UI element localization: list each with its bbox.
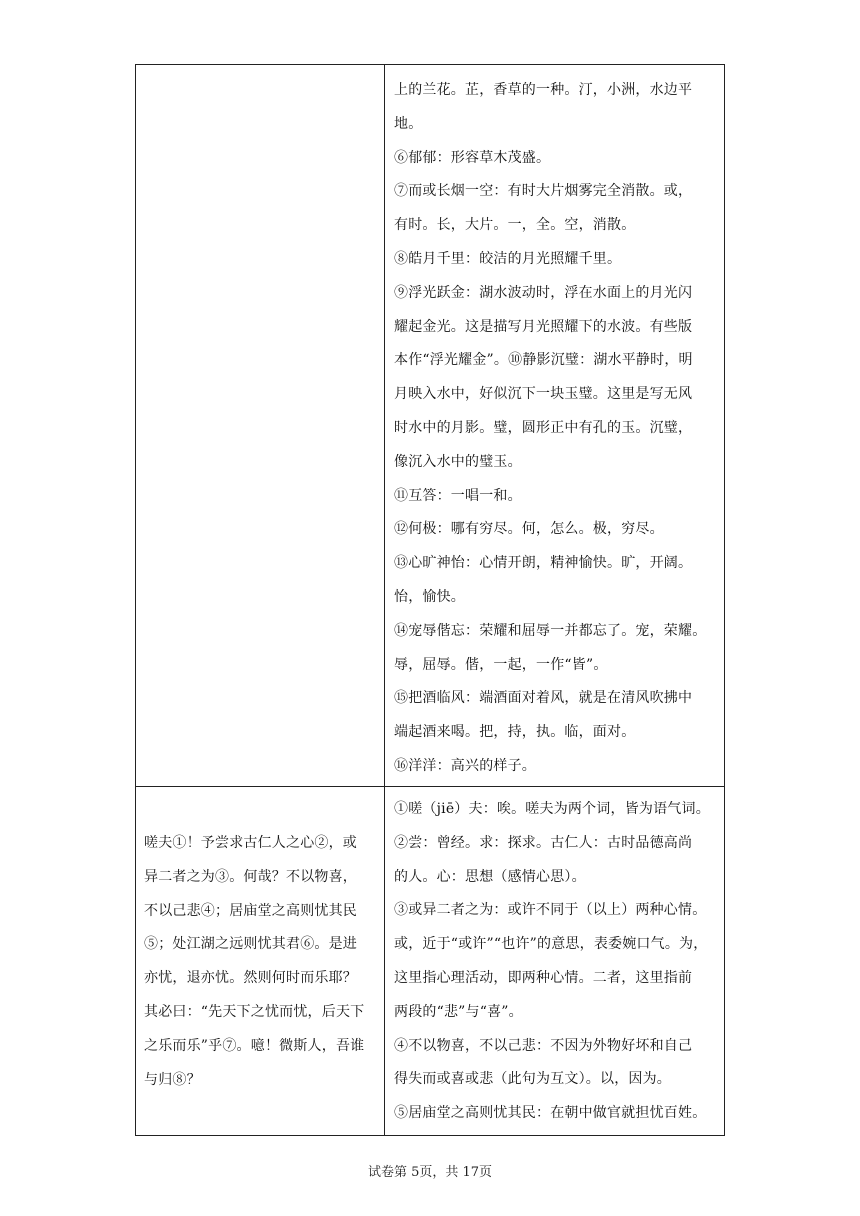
note-line: 本作“浮光耀金”。⑩静影沉璧：湖水平静时，明	[394, 352, 693, 369]
note-line: 两段的“悲”与“喜”。	[394, 1003, 523, 1020]
note-line: 辱，屈辱。偕，一起，一作“皆”。	[394, 656, 608, 673]
text-line: 之乐而乐”乎⑦。噫！微斯人，吾谁	[144, 1037, 365, 1054]
note-line: ②尝：曾经。求：探求。古仁人：古时品德高尚	[394, 834, 693, 851]
note-line: ⑫何极：哪有穷尽。何，怎么。极，穷尽。	[394, 521, 664, 538]
text-line: ⑤；处江湖之远则忧其君⑥。是进	[144, 936, 357, 953]
note-line: ⑦而或长烟一空：有时大片烟雾完全消散。或，	[394, 183, 693, 200]
note-line: 时水中的月影。璧，圆形正中有孔的玉。沉璧，	[394, 419, 693, 436]
note-line: ⑮把酒临风：端酒面对着风，就是在清风吹拂中	[394, 690, 693, 707]
note-line: ⑥郁郁：形容草木茂盛。	[394, 149, 551, 166]
note-line: ⑤居庙堂之高则忧其民：在朝中做官就担忧百姓。	[394, 1105, 707, 1122]
row2-original-text-cell	[144, 827, 380, 1097]
note-line: 耀起金光。这是描写月光照耀下的水波。有些版	[394, 318, 693, 335]
note-line: 像沉入水中的璧玉。	[394, 453, 522, 470]
note-line: 或，近于“或许”“也许”的意思，表委婉口气。为，	[394, 936, 708, 953]
note-line: 地。	[394, 115, 423, 132]
note-line: 这里指心理活动，即两种心情。二者，这里指前	[394, 969, 693, 986]
note-line: 得失而或喜或悲（此句为互文）。以，因为。	[394, 1071, 671, 1088]
row1-notes-cell	[394, 74, 720, 784]
note-line: 月映入水中，好似沉下一块玉璧。这里是写无风	[394, 386, 693, 403]
page-footer: 试卷第 5页，共 17页	[367, 1165, 493, 1180]
note-line: 的人。心：思想（感情心思）。	[394, 868, 586, 885]
note-line: ⑪互答：一唱一和。	[394, 487, 522, 504]
text-line: 嗟夫①！予尝求古仁人之心②，或	[144, 835, 357, 851]
text-line: 不以己悲④；居庙堂之高则忧其民	[144, 902, 357, 919]
note-line: 有时。长，大片。一，全。空，消散。	[394, 217, 636, 234]
table-column-divider	[384, 64, 385, 1136]
note-line: ⑬心旷神怡：心情开朗，精神愉快。旷，开阔。	[394, 555, 693, 572]
text-line: 异二者之为③。何哉？不以物喜，	[144, 868, 357, 885]
note-line: 端起酒来喝。把，持，执。临，面对。	[394, 724, 636, 741]
note-line: ④不以物喜，不以己悲：不因为外物好坏和自己	[394, 1037, 693, 1054]
note-line: ⑯洋洋：高兴的样子。	[394, 757, 536, 774]
text-line: 其必曰：“先天下之忧而忧，后天下	[144, 1003, 365, 1020]
note-line: ⑧皓月千里：皎洁的月光照耀千里。	[394, 250, 622, 267]
note-line: 上的兰花。芷，香草的一种。汀，小洲，水边平	[394, 82, 693, 98]
text-line: 亦忧，退亦忧。然则何时而乐耶？	[144, 970, 357, 987]
text-line: 与归⑧？	[144, 1071, 201, 1088]
row2-notes-cell	[394, 793, 720, 1131]
note-line: ①嗟（jiē）夫：唉。嗟夫为两个词，皆为语气词。	[394, 801, 710, 817]
note-line: 怡，愉快。	[394, 588, 465, 605]
note-line: ⑨浮光跃金：湖水波动时，浮在水面上的月光闪	[394, 284, 693, 301]
note-line: ⑭宠辱偕忘：荣耀和屈辱一并都忘了。宠，荣耀。	[394, 622, 707, 639]
note-line: ③或异二者之为：或许不同于（以上）两种心情。	[394, 902, 707, 919]
table-row-divider	[135, 786, 725, 787]
